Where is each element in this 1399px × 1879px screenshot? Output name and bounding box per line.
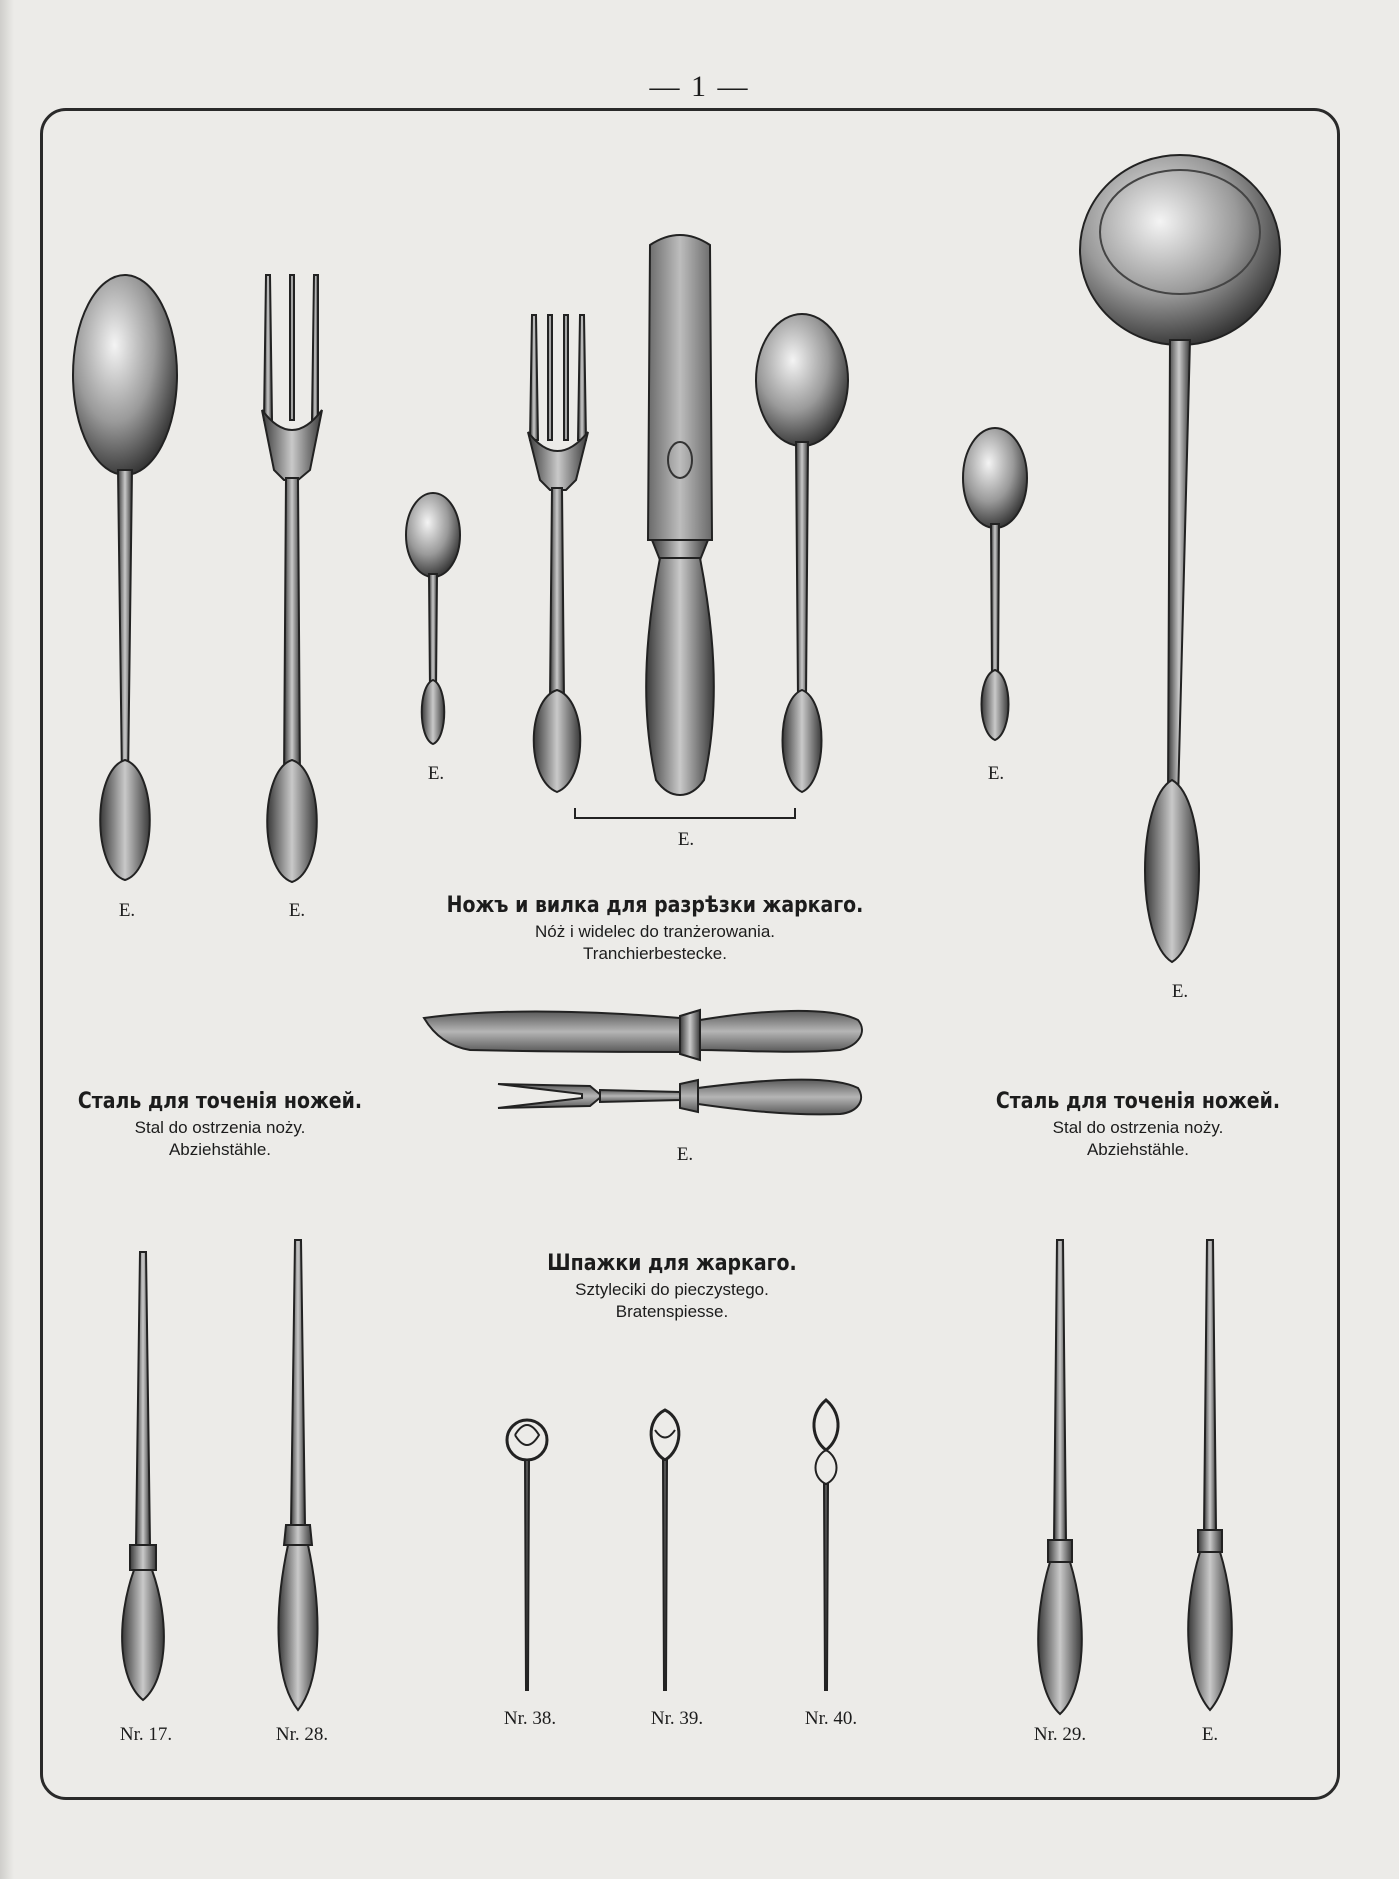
label-steel-e: E. [1201, 1724, 1219, 1745]
label-nr-40: Nr. 40. [804, 1708, 858, 1729]
steel-left-title-ru: Сталь для точенія ножей. [77, 1089, 363, 1114]
steel-left-caption [55, 1088, 385, 1161]
skewer-39 [651, 1410, 679, 1690]
dinner-knife [646, 235, 714, 795]
skewers-title-ru: Шпажки для жаркаго. [547, 1251, 797, 1276]
carving-set-caption [413, 892, 898, 965]
carving-set-title-ru: Ножъ и вилка для разрѣзки жаркаго. [446, 893, 864, 918]
group-bracket [575, 808, 795, 818]
dinner-fork [528, 315, 588, 792]
sharpening-steel-28 [279, 1240, 318, 1710]
skewer-40 [814, 1400, 838, 1690]
label-coffee-spoon: E. [427, 763, 445, 784]
sharpening-steel-17 [122, 1252, 164, 1700]
tea-spoon [963, 428, 1027, 740]
soup-ladle [1080, 155, 1280, 962]
label-nr-29: Nr. 29. [1033, 1724, 1087, 1745]
label-tea-spoon: E. [987, 763, 1005, 784]
label-table-fork: E. [288, 900, 306, 921]
label-table-spoon: E. [118, 900, 136, 921]
carving-knife [424, 1010, 862, 1060]
steel-right-title-ru: Сталь для точенія ножей. [995, 1089, 1281, 1114]
table-fork [262, 275, 322, 882]
dessert-spoon [756, 314, 848, 792]
carving-set-title-pl: Nóż i widelec do tranżerowania. [534, 921, 776, 941]
steel-right-title-pl: Stal do ostrzenia noży. [1052, 1117, 1224, 1137]
label-carving-set: E. [676, 1144, 694, 1165]
skewer-38 [507, 1420, 547, 1690]
steel-left-title-pl: Stal do ostrzenia noży. [134, 1117, 306, 1137]
label-ladle: E. [1171, 981, 1189, 1002]
label-nr-28: Nr. 28. [275, 1724, 329, 1745]
steel-right-caption [973, 1088, 1303, 1161]
carving-set-title-de: Tranchierbestecke. [583, 943, 727, 963]
label-nr-17: Nr. 17. [119, 1724, 173, 1745]
skewers-caption [527, 1250, 817, 1323]
label-nr-39: Nr. 39. [650, 1708, 704, 1729]
coffee-spoon [406, 493, 460, 744]
steel-right-title-de: Abziehstähle. [1086, 1139, 1190, 1159]
carving-fork [498, 1080, 861, 1115]
table-spoon [73, 275, 177, 880]
label-nr-38: Nr. 38. [503, 1708, 557, 1729]
label-middle-group: E. [677, 829, 695, 850]
steel-left-title-de: Abziehstähle. [168, 1139, 272, 1159]
page-number: — 1 — [649, 70, 750, 103]
sharpening-steel-29 [1038, 1240, 1082, 1714]
skewers-title-de: Bratenspiesse. [615, 1301, 729, 1321]
sharpening-steel-e [1188, 1240, 1232, 1710]
skewers-title-pl: Sztyleciki do pieczystego. [575, 1279, 769, 1299]
